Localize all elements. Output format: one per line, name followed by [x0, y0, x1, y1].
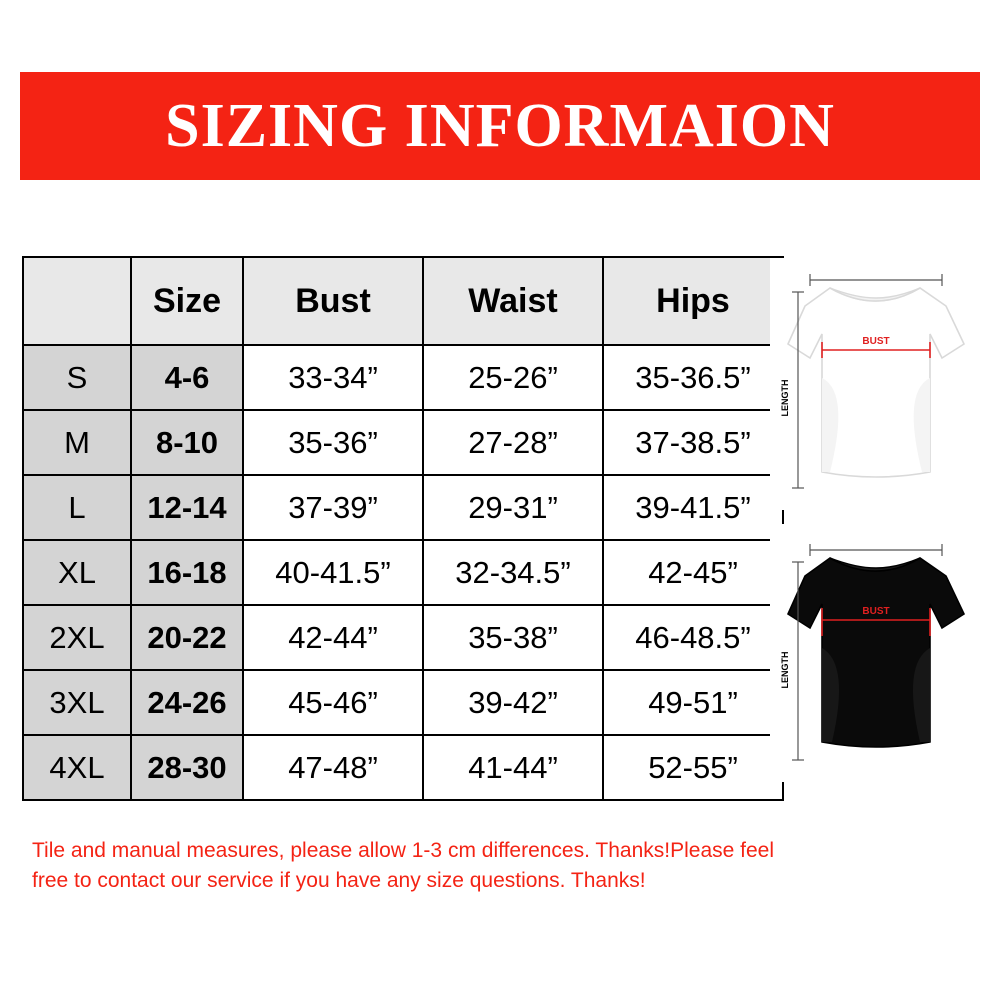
column-header-bust: Bust: [243, 257, 423, 345]
disclaimer-line-2: free to contact our service if you have any size questions. Thanks!: [32, 869, 646, 892]
cell-waist: 41-44”: [423, 735, 603, 800]
cell-hips: 37-38.5”: [603, 410, 783, 475]
cell-size: 4XL: [23, 735, 131, 800]
cell-numeric-size: 24-26: [131, 670, 243, 735]
column-header-waist: Waist: [423, 257, 603, 345]
cell-size: 2XL: [23, 605, 131, 670]
disclaimer-line-1: Tile and manual measures, please allow 1-3 cm differences. Thanks!Please feel: [32, 839, 775, 862]
table-row: [23, 735, 783, 800]
cell-numeric-size: 12-14: [131, 475, 243, 540]
table-row: [23, 670, 783, 735]
white-tshirt-diagram: [770, 258, 982, 510]
table-header-row: [23, 257, 783, 345]
bust-label: BUST: [862, 606, 890, 617]
sizing-information-banner: [20, 72, 980, 180]
table-row: [23, 475, 783, 540]
cell-size: XL: [23, 540, 131, 605]
cell-hips: 42-45”: [603, 540, 783, 605]
cell-hips: 46-48.5”: [603, 605, 783, 670]
cell-waist: 32-34.5”: [423, 540, 603, 605]
black-tshirt-diagram: [770, 524, 982, 782]
cell-waist: 25-26”: [423, 345, 603, 410]
table-row: [23, 410, 783, 475]
table-row: [23, 605, 783, 670]
cell-bust: 35-36”: [243, 410, 423, 475]
cell-size: 3XL: [23, 670, 131, 735]
cell-numeric-size: 8-10: [131, 410, 243, 475]
cell-waist: 35-38”: [423, 605, 603, 670]
cell-bust: 33-34”: [243, 345, 423, 410]
cell-waist: 27-28”: [423, 410, 603, 475]
white-tshirt-illustration: [770, 258, 982, 510]
cell-numeric-size: 28-30: [131, 735, 243, 800]
table-row: [23, 540, 783, 605]
length-label: LENGTH: [780, 651, 790, 689]
column-header-hips: Hips: [603, 257, 783, 345]
cell-bust: 42-44”: [243, 605, 423, 670]
length-label: LENGTH: [780, 379, 790, 417]
size-chart-table-wrapper: [22, 256, 751, 801]
bust-label: BUST: [862, 336, 890, 347]
size-chart-table: [22, 256, 784, 801]
cell-size: S: [23, 345, 131, 410]
cell-numeric-size: 20-22: [131, 605, 243, 670]
column-header-size: Size: [131, 257, 243, 345]
cell-bust: 37-39”: [243, 475, 423, 540]
cell-numeric-size: 16-18: [131, 540, 243, 605]
cell-bust: 45-46”: [243, 670, 423, 735]
cell-hips: 39-41.5”: [603, 475, 783, 540]
cell-size: L: [23, 475, 131, 540]
table-row: [23, 345, 783, 410]
black-tshirt-illustration: [770, 524, 982, 782]
shirt-body-shape: [788, 288, 964, 477]
cell-bust: 40-41.5”: [243, 540, 423, 605]
cell-bust: 47-48”: [243, 735, 423, 800]
page-title: SIZING INFORMAION: [165, 91, 835, 160]
cell-numeric-size: 4-6: [131, 345, 243, 410]
cell-hips: 49-51”: [603, 670, 783, 735]
shirt-body-shape: [788, 558, 964, 747]
cell-hips: 52-55”: [603, 735, 783, 800]
cell-size: M: [23, 410, 131, 475]
cell-waist: 29-31”: [423, 475, 603, 540]
cell-waist: 39-42”: [423, 670, 603, 735]
cell-hips: 35-36.5”: [603, 345, 783, 410]
column-header-blank: [23, 257, 131, 345]
measurement-disclaimer: [32, 836, 932, 896]
